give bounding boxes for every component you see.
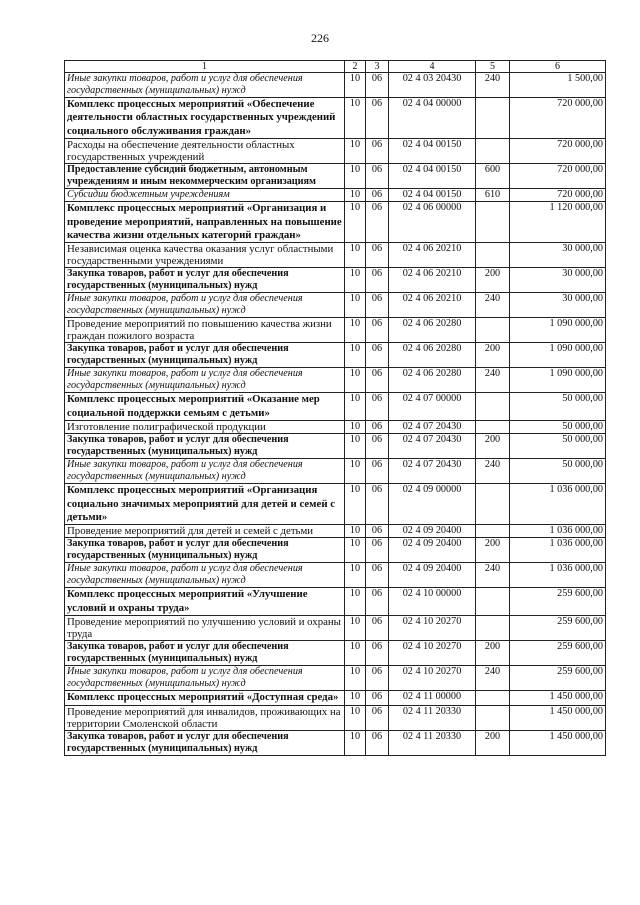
row-subsection: 06 [366, 98, 389, 139]
row-expense-type [476, 691, 510, 705]
row-section: 10 [345, 616, 366, 641]
row-section: 10 [345, 691, 366, 705]
row-expense-type: 200 [476, 538, 510, 563]
row-target-code: 02 4 04 00150 [389, 189, 476, 202]
header-col-6: 6 [510, 61, 606, 73]
row-section: 10 [345, 525, 366, 538]
table-row [65, 293, 606, 318]
row-name: Закупка товаров, работ и услуг для обеспечения государственных (муниципальных) нужд [65, 730, 345, 755]
row-amount: 720 000,00 [510, 139, 606, 164]
row-amount: 50 000,00 [510, 421, 606, 434]
row-subsection: 06 [366, 730, 389, 755]
row-subsection: 06 [366, 368, 389, 393]
row-expense-type [476, 525, 510, 538]
row-target-code: 02 4 06 20210 [389, 293, 476, 318]
row-expense-type [476, 202, 510, 243]
row-section: 10 [345, 588, 366, 616]
row-name: Иные закупки товаров, работ и услуг для обеспечения государственных (муниципальных) нужд [65, 293, 345, 318]
row-section: 10 [345, 538, 366, 563]
table-row [65, 318, 606, 343]
row-target-code: 02 4 07 20430 [389, 434, 476, 459]
row-expense-type [476, 616, 510, 641]
row-name: Проведение мероприятий для детей и семей с детьми [65, 525, 345, 538]
row-amount: 1 090 000,00 [510, 318, 606, 343]
row-target-code: 02 4 07 00000 [389, 393, 476, 421]
row-target-code: 02 4 09 20400 [389, 538, 476, 563]
row-name: Комплекс процессных мероприятий «Оказание мер социальной поддержки семьям с детьми» [65, 393, 345, 421]
row-subsection: 06 [366, 243, 389, 268]
row-section: 10 [345, 268, 366, 293]
table-row [65, 202, 606, 243]
row-target-code: 02 4 07 20430 [389, 459, 476, 484]
row-expense-type [476, 421, 510, 434]
row-amount: 30 000,00 [510, 268, 606, 293]
table-row [65, 73, 606, 98]
header-col-2: 2 [345, 61, 366, 73]
row-amount: 720 000,00 [510, 164, 606, 189]
page-number: 226 [311, 31, 329, 45]
row-section: 10 [345, 641, 366, 666]
table-row [65, 666, 606, 691]
row-subsection: 06 [366, 705, 389, 730]
table-row [65, 563, 606, 588]
row-name: Проведение мероприятий по повышению качества жизни граждан пожилого возраста [65, 318, 345, 343]
row-subsection: 06 [366, 616, 389, 641]
row-amount: 50 000,00 [510, 393, 606, 421]
row-name: Предоставление субсидий бюджетным, автономным учреждениям и иным некоммерческим организациям [65, 164, 345, 189]
row-name: Иные закупки товаров, работ и услуг для обеспечения государственных (муниципальных) нужд [65, 73, 345, 98]
table-row [65, 164, 606, 189]
row-section: 10 [345, 459, 366, 484]
row-expense-type [476, 705, 510, 730]
row-target-code: 02 4 09 20400 [389, 563, 476, 588]
row-section: 10 [345, 421, 366, 434]
header-col-3: 3 [366, 61, 389, 73]
row-target-code: 02 4 06 20280 [389, 368, 476, 393]
table-row [65, 98, 606, 139]
row-section: 10 [345, 393, 366, 421]
row-name: Иные закупки товаров, работ и услуг для обеспечения государственных (муниципальных) нужд [65, 563, 345, 588]
row-subsection: 06 [366, 268, 389, 293]
row-subsection: 06 [366, 525, 389, 538]
header-col-1: 1 [65, 61, 345, 73]
row-subsection: 06 [366, 434, 389, 459]
row-target-code: 02 4 09 00000 [389, 484, 476, 525]
table-row [65, 691, 606, 705]
row-target-code: 02 4 06 20280 [389, 318, 476, 343]
row-name: Независимая оценка качества оказания услуг областными государственными учреждениями [65, 243, 345, 268]
row-target-code: 02 4 10 20270 [389, 666, 476, 691]
row-amount: 1 450 000,00 [510, 691, 606, 705]
table-row [65, 616, 606, 641]
row-expense-type [476, 98, 510, 139]
row-section: 10 [345, 139, 366, 164]
row-subsection: 06 [366, 666, 389, 691]
row-subsection: 06 [366, 641, 389, 666]
row-expense-type [476, 588, 510, 616]
row-target-code: 02 4 11 20330 [389, 730, 476, 755]
row-subsection: 06 [366, 164, 389, 189]
row-amount: 1 450 000,00 [510, 730, 606, 755]
row-name: Расходы на обеспечение деятельности областных государственных учреждений [65, 139, 345, 164]
row-subsection: 06 [366, 691, 389, 705]
row-name: Проведение мероприятий для инвалидов, проживающих на территории Смоленской области [65, 705, 345, 730]
row-name: Субсидии бюджетным учреждениям [65, 189, 345, 202]
row-amount: 1 500,00 [510, 73, 606, 98]
row-target-code: 02 4 07 20430 [389, 421, 476, 434]
row-target-code: 02 4 10 20270 [389, 641, 476, 666]
row-subsection: 06 [366, 588, 389, 616]
row-subsection: 06 [366, 538, 389, 563]
row-subsection: 06 [366, 484, 389, 525]
row-amount: 1 036 000,00 [510, 538, 606, 563]
row-expense-type: 200 [476, 641, 510, 666]
row-target-code: 02 4 09 20400 [389, 525, 476, 538]
row-name: Иные закупки товаров, работ и услуг для обеспечения государственных (муниципальных) нужд [65, 368, 345, 393]
row-target-code: 02 4 06 00000 [389, 202, 476, 243]
table-row [65, 730, 606, 755]
table-row [65, 434, 606, 459]
row-section: 10 [345, 484, 366, 525]
row-amount: 1 036 000,00 [510, 563, 606, 588]
row-amount: 259 600,00 [510, 588, 606, 616]
row-name: Закупка товаров, работ и услуг для обеспечения государственных (муниципальных) нужд [65, 434, 345, 459]
row-expense-type: 240 [476, 368, 510, 393]
row-name: Иные закупки товаров, работ и услуг для обеспечения государственных (муниципальных) нужд [65, 666, 345, 691]
table-row [65, 641, 606, 666]
row-amount: 720 000,00 [510, 189, 606, 202]
row-amount: 30 000,00 [510, 243, 606, 268]
row-target-code: 02 4 10 20270 [389, 616, 476, 641]
row-amount: 720 000,00 [510, 98, 606, 139]
row-section: 10 [345, 318, 366, 343]
table-row [65, 189, 606, 202]
row-subsection: 06 [366, 343, 389, 368]
row-expense-type: 240 [476, 293, 510, 318]
row-amount: 259 600,00 [510, 641, 606, 666]
row-amount: 50 000,00 [510, 434, 606, 459]
table-row [65, 343, 606, 368]
table-header-row [65, 61, 606, 73]
row-expense-type: 200 [476, 434, 510, 459]
table-row [65, 705, 606, 730]
row-section: 10 [345, 368, 366, 393]
row-expense-type [476, 484, 510, 525]
row-expense-type [476, 139, 510, 164]
row-amount: 1 120 000,00 [510, 202, 606, 243]
row-name: Изготовление полиграфической продукции [65, 421, 345, 434]
table-row [65, 243, 606, 268]
row-amount: 1 450 000,00 [510, 705, 606, 730]
table-row [65, 268, 606, 293]
row-amount: 1 036 000,00 [510, 484, 606, 525]
table-row [65, 393, 606, 421]
row-expense-type: 200 [476, 343, 510, 368]
row-target-code: 02 4 04 00150 [389, 164, 476, 189]
row-target-code: 02 4 06 20210 [389, 243, 476, 268]
table-row [65, 459, 606, 484]
row-name: Комплекс процессных мероприятий «Организация и проведение мероприятий, направленных на повышение качества жизни отдельных категорий граждан» [65, 202, 345, 243]
row-section: 10 [345, 666, 366, 691]
row-subsection: 06 [366, 421, 389, 434]
row-section: 10 [345, 293, 366, 318]
row-expense-type: 610 [476, 189, 510, 202]
row-target-code: 02 4 03 20430 [389, 73, 476, 98]
table-row [65, 139, 606, 164]
row-expense-type: 240 [476, 666, 510, 691]
row-name: Комплекс процессных мероприятий «Обеспечение деятельности областных государственных учреждений социального обслуживания граждан» [65, 98, 345, 139]
row-section: 10 [345, 73, 366, 98]
row-target-code: 02 4 11 00000 [389, 691, 476, 705]
row-expense-type [476, 393, 510, 421]
row-section: 10 [345, 202, 366, 243]
row-target-code: 02 4 06 20280 [389, 343, 476, 368]
header-col-4: 4 [389, 61, 476, 73]
row-expense-type: 240 [476, 563, 510, 588]
row-expense-type [476, 318, 510, 343]
row-subsection: 06 [366, 293, 389, 318]
row-name: Комплекс процессных мероприятий «Улучшение условий и охраны труда» [65, 588, 345, 616]
row-section: 10 [345, 243, 366, 268]
row-target-code: 02 4 06 20210 [389, 268, 476, 293]
row-name: Иные закупки товаров, работ и услуг для обеспечения государственных (муниципальных) нужд [65, 459, 345, 484]
budget-table [64, 60, 606, 756]
row-target-code: 02 4 11 20330 [389, 705, 476, 730]
row-expense-type: 240 [476, 73, 510, 98]
row-section: 10 [345, 730, 366, 755]
row-name: Комплекс процессных мероприятий «Доступная среда» [65, 691, 345, 705]
row-subsection: 06 [366, 189, 389, 202]
row-name: Закупка товаров, работ и услуг для обеспечения государственных (муниципальных) нужд [65, 641, 345, 666]
row-expense-type [476, 243, 510, 268]
row-subsection: 06 [366, 393, 389, 421]
row-section: 10 [345, 705, 366, 730]
table-row [65, 368, 606, 393]
header-col-5: 5 [476, 61, 510, 73]
row-subsection: 06 [366, 459, 389, 484]
table-body [65, 61, 606, 756]
row-amount: 30 000,00 [510, 293, 606, 318]
row-amount: 1 090 000,00 [510, 368, 606, 393]
row-target-code: 02 4 04 00000 [389, 98, 476, 139]
row-subsection: 06 [366, 318, 389, 343]
row-section: 10 [345, 189, 366, 202]
row-expense-type: 240 [476, 459, 510, 484]
row-amount: 1 090 000,00 [510, 343, 606, 368]
row-amount: 50 000,00 [510, 459, 606, 484]
row-amount: 259 600,00 [510, 616, 606, 641]
row-amount: 1 036 000,00 [510, 525, 606, 538]
row-subsection: 06 [366, 139, 389, 164]
row-subsection: 06 [366, 202, 389, 243]
table-row [65, 525, 606, 538]
table-row [65, 538, 606, 563]
row-section: 10 [345, 343, 366, 368]
row-section: 10 [345, 98, 366, 139]
row-expense-type: 200 [476, 730, 510, 755]
row-name: Закупка товаров, работ и услуг для обеспечения государственных (муниципальных) нужд [65, 538, 345, 563]
row-name: Проведение мероприятий по улучшению условий и охраны труда [65, 616, 345, 641]
row-name: Закупка товаров, работ и услуг для обеспечения государственных (муниципальных) нужд [65, 268, 345, 293]
row-subsection: 06 [366, 563, 389, 588]
row-amount: 259 600,00 [510, 666, 606, 691]
row-expense-type: 200 [476, 268, 510, 293]
row-expense-type: 600 [476, 164, 510, 189]
row-target-code: 02 4 04 00150 [389, 139, 476, 164]
row-section: 10 [345, 434, 366, 459]
table-row [65, 421, 606, 434]
row-target-code: 02 4 10 00000 [389, 588, 476, 616]
row-section: 10 [345, 164, 366, 189]
row-subsection: 06 [366, 73, 389, 98]
table-row [65, 484, 606, 525]
row-section: 10 [345, 563, 366, 588]
row-name: Комплекс процессных мероприятий «Организация социально значимых мероприятий для детей и семей с детьми» [65, 484, 345, 525]
row-name: Закупка товаров, работ и услуг для обеспечения государственных (муниципальных) нужд [65, 343, 345, 368]
table-row [65, 588, 606, 616]
